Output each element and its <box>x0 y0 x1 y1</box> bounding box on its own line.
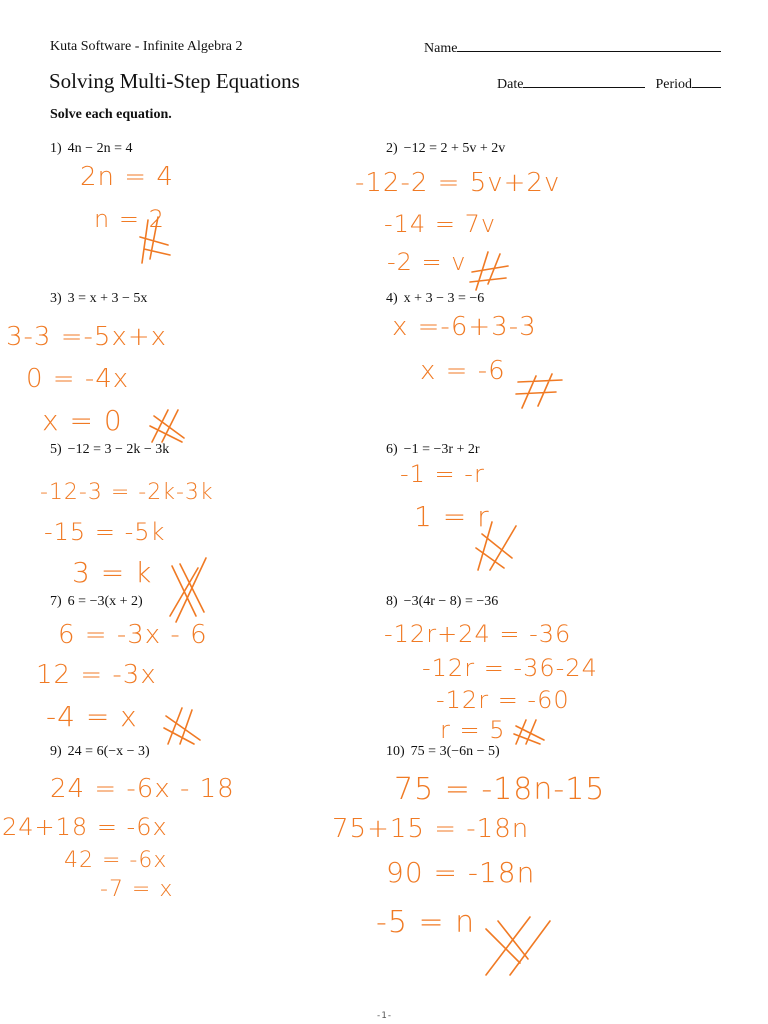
problem-9: 9) 24 = 6(−x − 3) <box>50 744 150 759</box>
problem-5: 5) −12 = 3 − 2k − 3k <box>50 442 170 457</box>
answer-hatch-icon <box>140 215 172 265</box>
handwritten-work: n = 2 <box>94 205 165 233</box>
handwritten-work: 0 = -4x <box>26 364 130 394</box>
handwritten-work: 90 = -18n <box>386 856 536 889</box>
problem-8: 8) −3(4r − 8) = −36 <box>386 594 499 609</box>
handwritten-work: -1 = -r <box>400 460 485 488</box>
handwritten-work: 42 = -6x <box>64 848 168 873</box>
handwritten-work: 6 = -3x - 6 <box>58 620 208 650</box>
page-number: -1- <box>375 1011 393 1021</box>
handwritten-work: x = -6 <box>420 356 506 386</box>
date-blank[interactable] <box>523 75 645 88</box>
problem-7: 7) 6 = −3(x + 2) <box>50 594 143 609</box>
problem-2: 2) −12 = 2 + 5v + 2v <box>386 141 506 156</box>
handwritten-work: 75 = -18n-15 <box>394 772 606 807</box>
handwritten-work: r = 5 <box>440 716 506 744</box>
answer-hatch-icon <box>164 706 204 746</box>
worksheet-title: Solving Multi-Step Equations <box>49 69 300 93</box>
equation: 24 = 6(−x − 3) <box>67 744 150 759</box>
handwritten-work: -12-2 = 5v+2v <box>355 168 561 198</box>
equation: 4n − 2n = 4 <box>67 141 133 156</box>
handwritten-work: 24+18 = -6x <box>2 813 168 841</box>
answer-hatch-icon <box>514 718 546 746</box>
equation: 75 = 3(−6n − 5) <box>410 744 500 759</box>
name-blank[interactable] <box>457 39 721 52</box>
handwritten-work: 3-3 =-5x+x <box>6 322 167 352</box>
name-field[interactable] <box>424 39 721 57</box>
handwritten-work: -5 = n <box>376 905 476 940</box>
problem-3: 3) 3 = x + 3 − 5x <box>50 291 148 306</box>
date-period-fields <box>497 75 721 93</box>
handwritten-work: 3 = k <box>72 556 153 589</box>
equation: −3(4r − 8) = −36 <box>403 594 499 609</box>
handwritten-work: -2 = v <box>387 248 467 276</box>
handwritten-work: -7 = x <box>100 877 174 902</box>
instructions: Solve each equation. <box>50 107 172 122</box>
equation: −12 = 3 − 2k − 3k <box>67 442 170 457</box>
answer-hatch-icon <box>516 372 564 410</box>
name-label: Name <box>424 41 458 56</box>
answer-hatch-icon <box>148 408 188 444</box>
handwritten-work: 12 = -3x <box>36 660 157 690</box>
period-blank[interactable] <box>692 75 721 88</box>
period-label: Period <box>655 77 692 92</box>
date-label: Date <box>497 77 524 92</box>
handwritten-work: -15 = -5k <box>44 518 166 546</box>
handwritten-work: 75+15 = -18n <box>332 814 530 844</box>
answer-hatch-icon <box>168 556 208 626</box>
problem-6: 6) −1 = −3r + 2r <box>386 442 480 457</box>
equation: 6 = −3(x + 2) <box>67 594 143 609</box>
equation: 3 = x + 3 − 5x <box>67 291 148 306</box>
equation: x + 3 − 3 = −6 <box>403 291 485 306</box>
handwritten-work: -12r = -36-24 <box>422 654 598 682</box>
handwritten-work: -12r+24 = -36 <box>384 620 572 648</box>
handwritten-work: -12r = -60 <box>436 686 570 714</box>
handwritten-work: 24 = -6x - 18 <box>50 774 235 804</box>
handwritten-work: x =-6+3-3 <box>392 312 537 342</box>
handwritten-work: -4 = x <box>46 700 138 733</box>
problem-10: 10) 75 = 3(−6n − 5) <box>386 744 500 759</box>
answer-hatch-icon <box>476 520 518 572</box>
handwritten-work: 1 = r <box>414 500 490 533</box>
handwritten-work: 2n = 4 <box>80 162 174 192</box>
equation: −1 = −3r + 2r <box>403 442 480 457</box>
equation: −12 = 2 + 5v + 2v <box>403 141 506 156</box>
problem-1: 1) 4n − 2n = 4 <box>50 141 133 156</box>
answer-hatch-icon <box>484 915 554 977</box>
problem-4: 4) x + 3 − 3 = −6 <box>386 291 485 306</box>
handwritten-work: x = 0 <box>42 404 123 437</box>
answer-hatch-icon <box>470 250 510 292</box>
handwritten-work: -14 = 7v <box>384 210 497 238</box>
publisher-label: Kuta Software - Infinite Algebra 2 <box>50 39 243 54</box>
handwritten-work: -12-3 = -2k-3k <box>40 480 214 505</box>
